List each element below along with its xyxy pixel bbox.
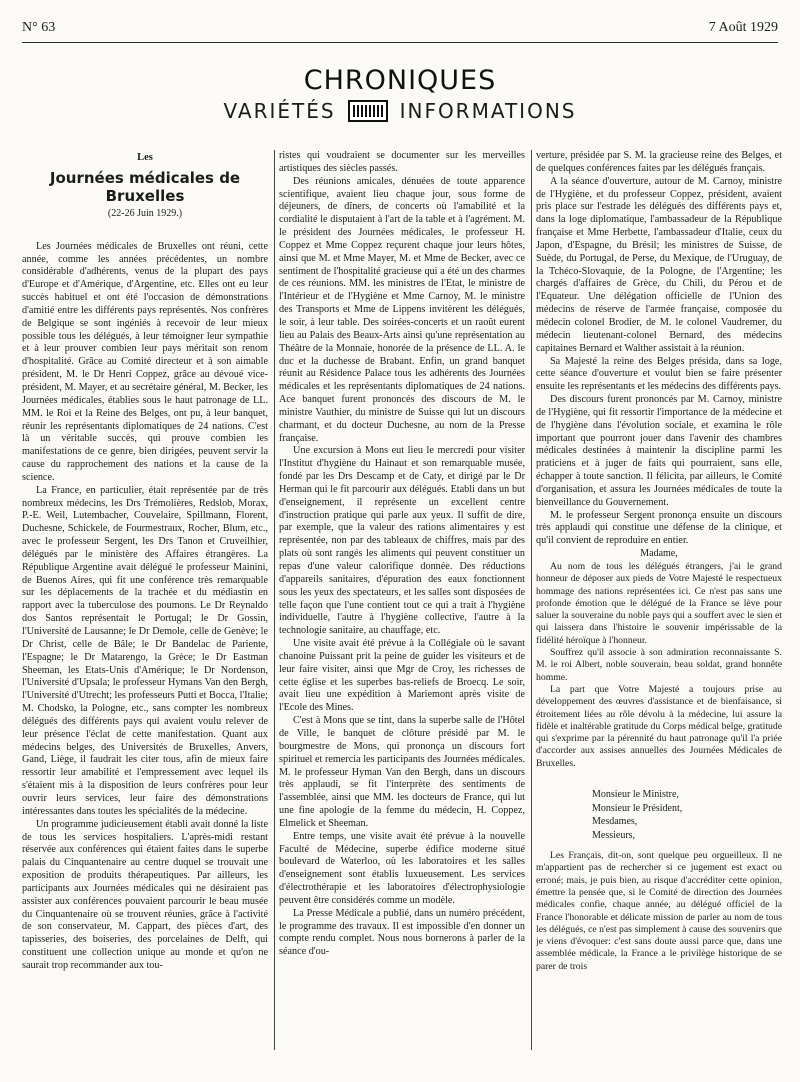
paragraph: verture, présidée par S. M. la gracieuse reine des Belges, et de quelques conférences faites par les délégués français. — [536, 150, 782, 174]
page-header — [22, 20, 778, 40]
article-dates: (22-26 Juin 1929.) — [107, 207, 183, 219]
paragraph: Des réunions amicales, dénuées de toute apparence scientifique, avaient lieu chaque jour, sous forme de déjeuners, de dîners, de concerts où l'amabilité et la cordialité le disputaient à l'art de la table et à l'agrément. M. le président des Journées médicales, le professeur H. Coppez et Mme Coppez reçurent chaque jour leurs hôtes, ainsi que M. et Mme Mayer, M. et Mme de Becker, avec ce sentiment de l'hospitalité gracieuse qui a été un des charmes de ces réunions. MM. les ministres de l'Etat, le ministre de l'Intérieur et de l'Hygiène et Mme Carnoy, M. le ministre des Transports et Mme de Lippens invitèrent les délégués, le soir, à leur table. Des soirées-concerts et un raoût eurent lieu au Palais des Beaux-Arts ainsi qu'une représentation au Théâtre de la Monnaie, honorée de la présence de LL. A. le duc et la duchesse de Brabant. Enfin, un grand banquet réunit au Résidence Palace tous les adhérents des Journées médicales et les représentants diplomatiques de 24 nations. Ace banquet furent prononcés des discours de M. le ministre Vauthier, du ministre de Suisse qui lut un discours charmant, et du docteur Duchesne, au nom de la Presse française. — [279, 175, 525, 444]
masthead — [0, 66, 800, 124]
paragraph: Entre temps, une visite avait été prévue à la nouvelle Faculté de Médecine, superbe édifice moderne situé boulevard de Waterloo, où les laboratoires et les salles d'enseignement sont établis luxueusement. Les services d'électrothérapie et les laboratoires d'électrophysiologie peuvent être considérés comme un modèle. — [279, 830, 525, 906]
article-title: Journées médicales de Bruxelles — [49, 168, 241, 205]
article-kicker: Les — [137, 152, 153, 163]
paragraph: La Presse Médicale a publié, dans un numéro précédent, le programme des travaux. Il est impossible d'en donner un compte rendu complet. Nous nous bornerons à parler de la séance d'ou- — [279, 907, 525, 958]
paragraph: C'est à Mons que se tint, dans la superbe salle de l'Hôtel de Ville, le banquet de clôture présidé par M. le bourgmestre de Mons, qui prononça un discours fort spirituel et remercia les participants des Journées médicales. M. le professeur Hyman Van den Bergh, dans un discours très applaudi, se fit l'interprète des sentiments de l'assemblée, ainsi que MM. les docteurs de France, qui lut une fine apologie de la femme du médecin, H. Coppez, Elmelick et Sheeman. — [279, 715, 525, 829]
paragraph: Souffrez qu'il associe à son admiration reconnaissante S. M. le roi Albert, noble souverain, beau soldat, grand honnête homme. — [536, 647, 782, 683]
paragraph: Au nom de tous les délégués étrangers, j'ai le grand honneur de déposer aux pieds de Votre Majesté le respectueux hommage des nations représentées ici. Ce n'est pas sans une profonde émotion que le délégué de la France se lève pour saluer la souveraine du noble pays qui a souffert avec le sien et qui laissera dans l'histoire le souvenir impérissable de la fidélité héroïque à l'honneur. — [536, 561, 782, 646]
paragraph: ristes qui voudraient se documenter sur les merveilles artistiques des siècles passés. — [279, 150, 525, 174]
masthead-title: CHRONIQUES — [303, 65, 497, 96]
masthead-right-word: INFORMATIONS — [399, 99, 577, 123]
speech-body — [536, 850, 782, 973]
paragraph: M. le professeur Sergent prononça ensuite un discours très applaudi qui constitue une défense de la clinique, et qu'il convient de reproduire en entier. — [536, 509, 782, 547]
header-rule — [22, 42, 778, 43]
address-line: Messieurs, — [592, 829, 636, 841]
column-1 — [22, 150, 268, 1070]
paragraph: Un programme judicieusement établi avait donné la liste de tous les services hospitaliers. L'après-midi restant réservée aux conférences qui étaient faites dans le superbe palais du Cinquantenaire au centre duquel se trouvait une exposition de produits thérapeutiques. Par ailleurs, les participants aux Journées médicales qui ne désiraient pas assister aux conférences pouvaient parcourir le beau musée du Cinquantenaire où se trouvent réunies, grâce à l'activité de son conservateur, M. Cappart, des pièces d'art, des tapisseries, des boiseries, des porcelaines de Delft, qui constituent une collection unique au monde et qu'on ne saurait trop recommander aux tou- — [22, 818, 268, 971]
address-line: Monsieur le Ministre, — [592, 789, 679, 801]
paragraph: La part que Votre Majesté a toujours prise au développement des œuvres d'assistance et de bienfaisance, si étroitement liées au rôle dévolu à la médecine, lui assure la fidèle et inaltérable gratitude du Corps médical belge, gratitude qui s'exprime par la pérennité du haut patronage qu'il l'a priée d'accorder aux assises annuelles des Journées Médicales de Bruxelles. — [536, 683, 782, 769]
paragraph: Sa Majesté la reine des Belges présida, dans sa loge, cette séance d'ouverture et voulut bien se faire présenter ensuite les représentants et les médecins des différents pays. — [536, 355, 782, 393]
paragraph: Les Journées médicales de Bruxelles ont réuni, cette année, comme les années précédentes, un nombre considérable d'adhérents, venus de la plupart des pays d'Europe et d'Amérique, d'Argentine, etc. Elles ont eu leur succès habituel et ont été l'occasion de démonstrations d'amitié entre les différents pays représentés. Nos confrères de Belgique se sont ingéniés à recevoir de leur mieux possible tous les délégués, à leur témoigner leur sympathie et à leur prouver combien leur pays méritait son renom d'hospitalité. Grâce au Comité directeur et à son aimable président, M. le Dr Henri Coppez, grâce au dévoué vice-président, M. Mayer, et au secrétaire général, M. Becker, les Journées médicales, établies sous le haut patronage de LL. MM. le Roi et la Reine des Belges, ont pu, à leur banquet, réunir les représentants diplomatiques de 24 nations. C'est là un véritable succès, qui prouve combien les manifestations de ce genre, bien dirigées, peuvent servir la cause du rapprochement des nations et la cause de la science. — [22, 240, 268, 483]
letter-body — [536, 561, 782, 770]
speech-address — [536, 788, 782, 842]
address-line: Monsieur le Président, — [592, 802, 683, 814]
paragraph: Une visite avait été prévue à la Collégiale où le savant chanoine Puissant prit la peine de guider les visiteurs et de leur faire visiter, ainsi que Mgr de Croy, les richesses de cette église et les superbes bas-reliefs de Broecq. Le soir, avait lieu une expédition à Mariemont après visite de l'Ecole des Mines. — [279, 638, 525, 714]
paragraph: Des discours furent prononcés par M. Carnoy, ministre de l'Hygiène, qui fit ressortir l'importance de la médecine et de l'hygiène dans l'évolution sociale, et examina le rôle important que pourront jouer dans l'avenir des chambres médicales destinées à maintenir la discipline parmi les praticiens et à juger de faits qui pourraient, sans elle, échapper à toute sanction. Il félicita, par ailleurs, le Comité d'organisation, et assura les Journées médicales de toute la bienveillance du Gouvernement. — [536, 394, 782, 508]
column-3 — [536, 150, 782, 1070]
emblem-icon — [348, 100, 388, 122]
letter-salutation: Madame, — [640, 548, 678, 560]
issue-date: 7 Août 1929 — [708, 20, 778, 35]
article-columns — [22, 150, 782, 1070]
masthead-subtitle — [0, 98, 800, 124]
paragraph: Les Français, dit-on, sont quelque peu orgueilleux. Il ne m'appartient pas de rechercher si ce jugement est exact ou erroné; mais, je puis bien, au risque d'accréditer cette opinion, émettre la pensée que, si le Comité de direction des Journées médicales confie, chaque année, au délégué officiel de la France l'honorable et délicate mission de parler au nom de tous les délégués, ce n'est pas simplement à cause des souvenirs que je viens d'évoquer: c'est sans doute aussi parce que, dans une assemblée médicale, la France a le privilège historique de se parer de trois — [536, 850, 782, 972]
paragraph: A la séance d'ouverture, autour de M. Carnoy, ministre de l'Hygiène, et du professeur Coppez, président, avaient pris place sur l'estrade les délégués des différents pays et, dans la loge diplomatique, l'ambassadeur de la République française et Mme Herbette, l'ambassadeur d'Italie, ceux du Japon, d'Espagne, du Brésil; les ministres de Suisse, de Suède, du Portugal, de Perse, du Mexique, de l'Uruguay, de la Tchéco-Slovaquie, de la Pologne, de l'Argentine; les chargés d'affaires de Grèce, du Chili, du Pérou et de l'Equateur. Une délégation officielle de l'Union des médecins de réserve de l'armée française, composée du médecin colonel Brodier, de M. le colonel Vaudremer, du médecin lieutenant-colonel Bernard, des médecins capitaines Bernard et Walther assistait à la réunion. — [536, 175, 782, 354]
column-2 — [279, 150, 525, 1070]
address-line: Mesdames, — [592, 816, 638, 828]
issue-number: N° 63 — [22, 20, 56, 35]
paragraph: Une excursion à Mons eut lieu le mercredi pour visiter l'Institut d'hygiène du Hainaut et son remarquable musée, fondé par les Drs Descamp et de Caty, et dirigé par le Dr Herman qui le fit parcourir aux délégués. Etabli dans un but d'enseignement, il représente un excellent centre d'instruction pratique qui parle aux yeux. Il suffit de dire, par exemple, que la valeur des rations alimentaires y est représentée, non par des tableaux de chiffres, mais par des plats où sont rangés les aliments qui peuvent constituer un repas d'une valeur calorifique donnée. Des réductions d'appareils sanitaires, d'épuration des eaux fonctionnent sous les yeux des spectateurs, et les salles sont disposées de telle façon que l'une contient tout ce qui a trait à l'hygiène individuelle, l'autre à l'hygiène collective, l'autre à la technologie sanitaire, au chauffage, etc. — [279, 445, 525, 637]
masthead-left-word: VARIÉTÉS — [223, 99, 336, 123]
paragraph: La France, en particulier, était représentée par de très nombreux médecins, les Drs Trémolières, Redslob, Morax, P.-E. Weil, Lutembacher, Couvelaire, Spillmann, Florent, Duchesne, Schickele, de Fourmestraux, Rocher, Blum, etc., avec le professeur Sergent, les Drs Tanon et Cruveilhier, délégués par le ministère des Affaires étrangères. La République Argentine avait délégué le professeur Mainini, de Buenos Aires, qui fit une conférence très remarquable sur les déplacements de la trachée et du médiastin en rapport avec la tuberculose des poumons. Le Dr Reynaldo dos Santos représentait le Portugal; le Dr Gossin, l'Université de Lausanne; le Dr Demole, celle de Genève; le Dr Christ, celle de Bâle; le Dr Bandelac de Pariente, l'Espagne; le Dr Matarengo, la Grèce; le Dr Eastman Sheeman, les Etats-Unis d'Amérique; le Dr Nordenson, l'Université d'Upsala; le professeur Hymans Van den Bergh, l'Université d'Utrecht; les professeurs Putti et Bocca, l'Italie; M. Chodsko, la Pologne, etc., sans compter les nombreux délégués des différents pays qui avaient voulu relever de leur présence l'éclat de cette manifestation. Quant aux médecins belges, des Universités de Bruxelles, Anvers, Gand, Liège, il faudrait les citer tous, afin de mieux faire ressortir leur amabilité et l'empressement avec lequel ils s'étaient mis à la disposition de leurs confrères pour leur ouvrir leurs services, leur faire des démonstrations intéressantes dans toutes les spécialités de la médecine. — [22, 484, 268, 817]
